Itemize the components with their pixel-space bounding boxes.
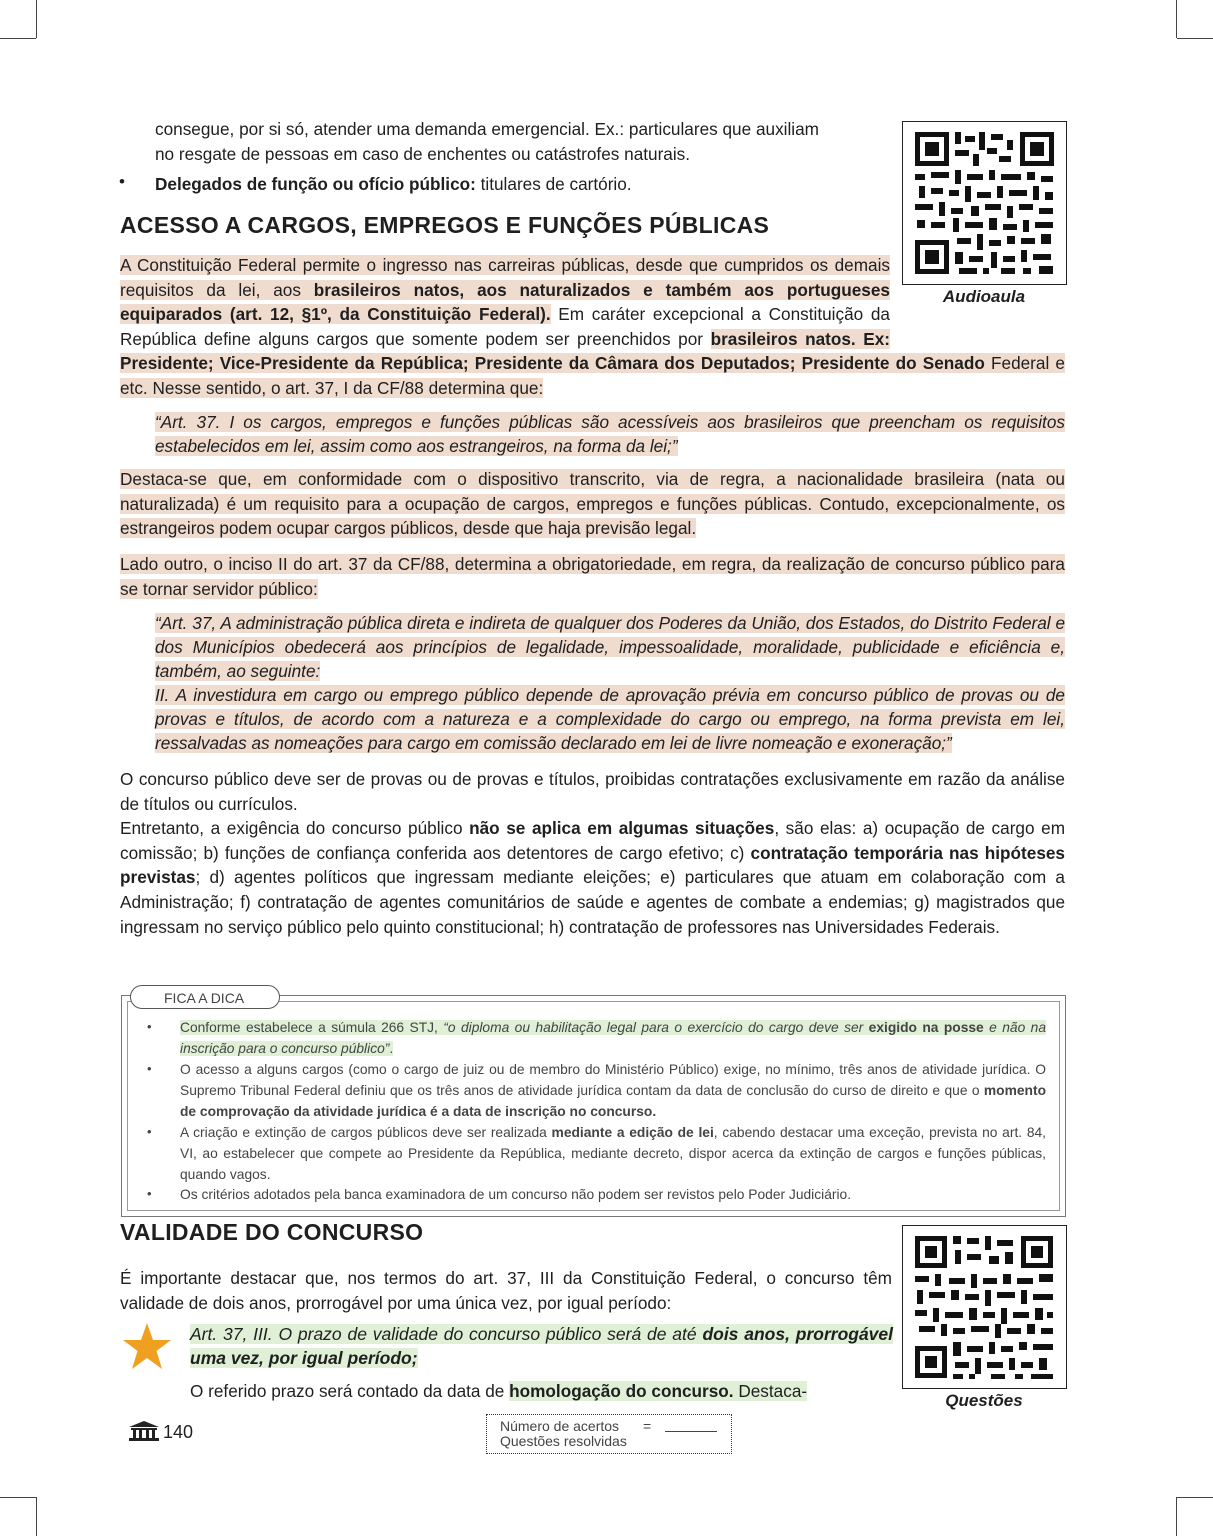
quote-art37-ii [155,611,1065,755]
tip-bullet: • [147,1186,152,1201]
section-title-validade: VALIDADE DO CONCURSO [120,1219,424,1245]
tip-item-1 [180,1017,1046,1059]
tip1-a: Conforme estabelece a súmula 266 STJ, [180,1020,444,1035]
section-title-acesso: ACESSO A CARGOS, EMPREGOS E FUNÇÕES PÚBLICAS [120,212,770,238]
p2-text: Destaca-se que, em conformidade com o dispositivo transcrito, via de regra, a nacionalidade brasileira (nata ou naturalizada) é um requisito para a ocupação de cargos, empregos e funções públicas. Contudo, excepcionalmente, os estrangeiros podem ocupar cargos públicos, desde que haja previsão legal. [120,469,1065,539]
tip1-b: “o diploma ou habilitação legal para o exercício do cargo deve ser [443,1020,869,1035]
qr-code-questoes[interactable] [902,1225,1067,1389]
score-box [486,1414,732,1454]
tip1-c: exigido na posse [868,1020,984,1035]
p1-a: A Constituição Federal permite o ingresso nas carreiras públicas, desde que cumpridos os demais requisitos da lei, aos [120,255,890,300]
tip1-d: e não na inscrição para o concurso público” [180,1020,1046,1056]
qr-code-icon [903,1226,1066,1388]
p5-d: contratação temporária nas hipóteses previstas [120,842,1065,888]
crop-mark [1177,1497,1213,1498]
delegados-rest: titulares de cartório. [475,174,632,194]
paragraph-concurso [120,767,1065,939]
tip3-c: , cabendo destacar uma exceção, prevista no art. 84, VI, ao estabelecer que compete ao Presidente da República, mediante decreto, dispor acerca da extinção de cargos e funções públicas, quando vagos. [180,1125,1047,1182]
p1-b: brasileiros natos, aos naturalizados e também aos portugueses equiparados (art. 12, §1º, da Constituição Federal). [120,279,890,325]
p5-b: não se aplica em algumas situações [469,818,775,839]
p1-e: Federal e etc. Nesse sentido, o art. 37, I da CF/88 determina que: [120,353,1065,398]
quote1-text: “Art. 37. I os cargos, empregos e funções públicas são acessíveis aos brasileiros que preencham os requisitos estabelecidos em lei, assim como aos estrangeiros, na forma da lei;” [155,412,1065,456]
tip-bullet: • [147,1124,152,1139]
temple-icon [128,1420,160,1442]
page-number: 140 [163,1422,194,1442]
tip3-a: A criação e extinção de cargos públicos deve ser realizada [180,1125,552,1140]
star-icon [121,1321,173,1371]
paragraph-acesso-1 [120,253,1065,401]
p5-e: ; d) agentes políticos que ingressam mediante eleições; e) particulares que atuam em colaboração com a Administração; f) contratação de agentes comunitários de saúde e agentes de combate a endemias; g) magistrados que ingressam no serviço público pelo quinto constitucional; h) contratação de professores nas Universidades Federais. [120,867,1065,937]
section-validade [120,1219,880,1246]
p7-a: O referido prazo será contado da data de [190,1381,510,1401]
p3-text: Lado outro, o inciso II do art. 37 da CF/88, determina a obrigatoriedade, em regra, da realização de concurso público para se tornar servidor público: [120,554,1065,599]
tip4-text: Os critérios adotados pela banca examinadora de um concurso não podem ser revistos pelo Poder Judiciário. [180,1187,852,1202]
p6-text: É importante destacar que, nos termos do art. 37, III da Constituição Federal, o concurso têm validade de dois anos, prorrogável por uma única vez, por igual período: [120,1268,892,1313]
crop-mark [0,1497,36,1498]
qr-float-spacer [890,253,1065,327]
crop-mark [1177,38,1213,39]
top-line-1: consegue, por si só, atender uma demanda emergencial. Ex.: particulares que auxiliam [155,119,819,139]
qr-audio-caption: Audioaula [942,287,1026,306]
p7-c: Destaca- [733,1381,808,1401]
paragraph-destaca [120,467,1065,541]
tip-label: FICA A DICA [130,985,280,1009]
paragraph-lado-outro [120,552,1065,601]
crop-mark [36,0,37,38]
tip2-a: O acesso a alguns cargos (como o cargo de juiz ou de membro do Ministério Público) exige, no mínimo, três anos de atividade jurídica. O Supremo Tribunal Federal definiu que os três anos de atividade jurídica contam da data de conclusão do curso de direito e que o [180,1062,1046,1098]
p1-d: brasileiros natos. Ex: Presidente; Vice-Presidente da República; Presidente da Câmara dos Deputados; Presidente do Senado [120,328,985,374]
paragraph-homologacao [190,1379,893,1404]
quote-art37-i [155,410,1065,458]
section-acesso [120,212,890,239]
tip-item-2 [180,1059,1046,1122]
quote2a-text: “Art. 37, A administração pública direta e indireta de qualquer dos Poderes da União, dos Estados, do Distrito Federal e dos Municípios obedecerá aos princípios de legalidade, impessoalidade, moralidade, publicidade e eficiência e, também, ao seguinte: [155,613,1065,681]
crop-mark [1176,0,1177,38]
p1-c: Em caráter excepcional a Constituição da República define alguns cargos que somente podem ser preenchidos por [120,304,890,349]
p7-b: homologação do concurso. [509,1381,734,1401]
p5-c: , são elas: a) ocupação de cargo em comissão; b) funções de confiança conferida aos detentores de cargo efetivo; c) [120,818,1066,863]
crop-mark [1176,1497,1177,1536]
star-quote-a: Art. 37, III. O prazo de validade do concurso público será de até [190,1324,703,1344]
score-equals: = [643,1418,652,1434]
tip-bullet: • [147,1019,152,1034]
delegados-bold: Delegados de função ou ofício público: [155,174,476,194]
tip1-e: . [389,1041,394,1056]
p5-a: Entretanto, a exigência do concurso público [120,818,470,839]
crop-mark [0,38,36,39]
quote2b-text: II. A investidura em cargo ou emprego público depende de aprovação prévia em concurso público de provas ou de provas e títulos, de acordo com a natureza e a complexidade do cargo ou emprego, na forma prevista em lei, ressalvadas as nomeações para cargo em comissão declarado em lei de livre nomeação e exoneração;” [155,685,1065,753]
tip-item-3 [180,1122,1046,1185]
top-line-2: no resgate de pessoas em caso de enchentes ou catástrofes naturais. [155,143,691,164]
star-quote-b: dois anos, prorrogável uma vez, por igual período; [190,1324,894,1369]
tip3-b: mediante a edição de lei [551,1125,714,1140]
score-blank[interactable] [665,1431,717,1432]
p4-text: O concurso público deve ser de provas ou de provas e títulos, proibidas contratações exclusivamente em razão da análise de títulos ou currículos. [120,769,1065,814]
tip-bullet: • [147,1061,152,1076]
bullet-dot: • [119,172,125,191]
score-line-1: Número de acertos [500,1418,620,1434]
tip2-b: momento de comprovação da atividade jurídica é a data de inscrição no concurso. [180,1083,1046,1119]
tip-item-4 [180,1184,1046,1205]
score-line-2: Questões resolvidas [500,1433,627,1449]
star-quote [190,1322,893,1371]
crop-mark [36,1497,37,1536]
paragraph-validade [120,1266,892,1315]
top-continuation [155,117,895,166]
qr-questoes-caption: Questões [945,1391,1023,1410]
bullet-delegados [155,172,895,197]
